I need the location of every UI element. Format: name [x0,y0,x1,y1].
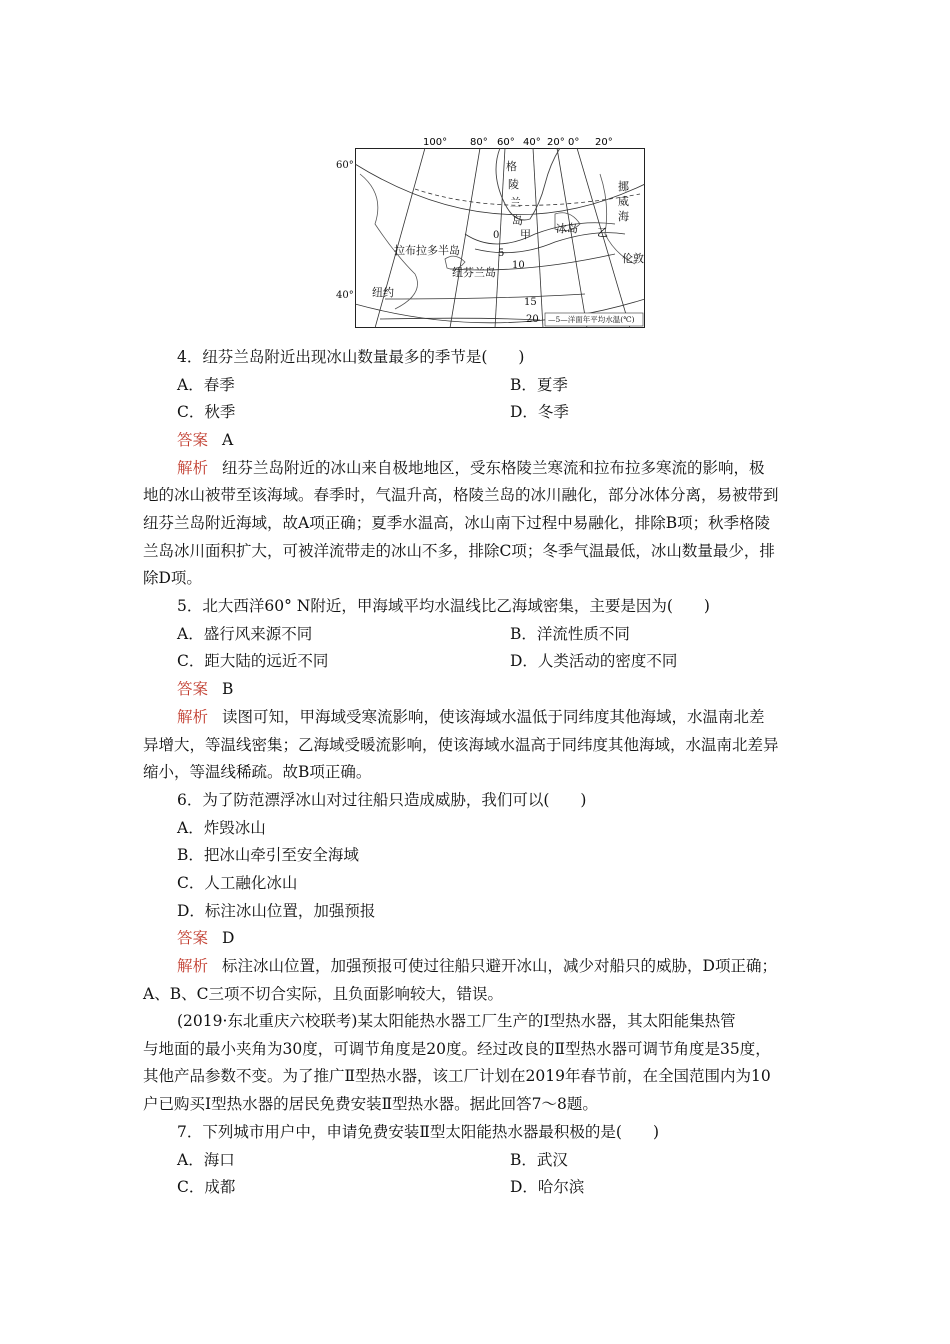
map-label-norway-3: 海 [618,210,629,223]
answer-tag: 答案 [177,431,209,449]
q4-answer [177,427,233,453]
q5-analysis-line: 缩小，等温线稀疏。故B项正确。 [143,763,372,781]
intro-line: 户已购买Ⅰ型热水器的居民免费安装Ⅱ型热水器。据此回答7～8题。 [143,1095,598,1113]
analysis-text: 纽芬兰岛附近的冰山来自极地地区，受东格陵兰寒流和拉布拉多寒流的影响，极 [222,459,765,477]
lon-label: 40° [523,137,541,148]
analysis-text: 读图可知，甲海域受寒流影响，使该海域水温低于同纬度其他海域，水温南北差 [222,708,765,726]
q4-analysis-line: 兰岛冰川面积扩大，可被洋流带走的冰山不多，排除C项；冬季气温最低，冰山数量最少，排 [143,542,775,560]
isotherm-label: 10 [512,260,525,271]
q4-option-c: C．秋季 [177,403,236,421]
map-label-jia: 甲 [520,228,531,241]
q4-analysis-line: 纽芬兰岛附近海域，故A项正确；夏季水温高，冰山南下过程中易融化，排除B项；秋季格陵 [143,514,771,532]
q6-option-a: A．炸毁冰山 [177,819,266,837]
q5-analysis-line: 异增大，等温线密集；乙海域受暖流影响，使该海域水温高于同纬度其他海域，水温南北差异 [143,736,779,754]
q7-stem: 7．下列城市用户中，申请免费安装Ⅱ型太阳能热水器最积极的是( ) [177,1123,659,1141]
q6-answer [177,925,234,951]
q4-stem: 4．纽芬兰岛附近出现冰山数量最多的季节是( ) [177,348,525,366]
q7-option-b: B．武汉 [510,1151,568,1169]
q5-answer [177,676,233,702]
q6-analysis-line: A、B、C三项不切合实际，且负面影响较大，错误。 [143,985,503,1003]
answer-tag: 答案 [177,929,209,947]
answer-value: B [222,680,234,698]
analysis-tag: 解析 [177,957,209,975]
isotherm-label: 15 [524,297,537,308]
lon-label: 80° [470,137,488,148]
q7-option-d: D．哈尔滨 [510,1178,585,1196]
analysis-text: 标注冰山位置，加强预报可使过往船只避开冰山，减少对船只的威胁，D项正确； [222,957,777,975]
map-label-norway-1: 挪 [618,180,629,193]
lon-label: 20° [595,137,613,148]
analysis-tag: 解析 [177,459,209,477]
answer-value: A [222,431,234,449]
q5-option-c: C．距大陆的远近不同 [177,652,329,670]
map-label-norway-2: 威 [618,195,629,208]
answer-tag: 答案 [177,680,209,698]
q5-option-d: D．人类活动的密度不同 [510,652,678,670]
q4-option-a: A．春季 [177,376,235,394]
map-label-newfoundland: 纽芬兰岛 [452,266,496,279]
lon-label: 60° [497,137,515,148]
lat-label-40: 40° [336,290,354,301]
map-label-greenland-3: 兰 [510,196,521,209]
q5-option-a: A．盛行风来源不同 [177,625,313,643]
q6-option-b: B．把冰山牵引至安全海域 [177,846,359,864]
intro-line: (2019·东北重庆六校联考)某太阳能热水器工厂生产的Ⅰ型热水器，其太阳能集热管 [177,1012,736,1030]
lon-label: 20° [547,137,565,148]
q6-option-d: D．标注冰山位置，加强预报 [177,902,376,920]
isotherm-label: 20 [526,314,539,325]
q5-option-b: B．洋流性质不同 [510,625,630,643]
map-label-london: 伦敦 [622,252,644,265]
answer-value: D [222,929,235,947]
q4-analysis-line [177,455,765,481]
intro-line: 其他产品参数不变。为了推广Ⅱ型热水器，该工厂计划在2019年春节前，在全国范围内为10 [143,1067,771,1085]
lon-label: 0° [568,137,580,148]
map-label-greenland-2: 陵 [508,178,519,191]
q4-option-b: B．夏季 [510,376,568,394]
q6-option-c: C．人工融化冰山 [177,874,298,892]
map-legend: —5—洋面年平均水温(℃) [548,315,635,324]
map-label-yi: 乙 [597,226,608,239]
q5-analysis-line [177,704,765,730]
map-label-iceland: 冰岛 [556,222,578,235]
q4-analysis-line: 地的冰山被带至该海域。春季时，气温升高，格陵兰岛的冰川融化，部分冰体分离，易被带到 [143,486,779,504]
map-label-newyork: 纽约 [372,286,394,299]
q7-option-c: C．成都 [177,1178,236,1196]
q6-analysis-line [177,953,777,979]
map-label-greenland-1: 格 [506,160,517,173]
intro-line: 与地面的最小夹角为30度，可调节角度是20度。经过改良的Ⅱ型热水器可调节角度是35度， [143,1040,771,1058]
map-label-greenland-4: 岛 [512,214,523,227]
q6-stem: 6．为了防范漂浮冰山对过往船只造成威胁，我们可以( ) [177,791,587,809]
q4-option-d: D．冬季 [510,403,569,421]
isotherm-label: 5 [498,248,505,259]
analysis-tag: 解析 [177,708,209,726]
lon-label: 100° [423,137,448,148]
q7-option-a: A．海口 [177,1151,235,1169]
q4-analysis-line: 除D项。 [143,569,202,587]
lat-label-60: 60° [336,160,354,171]
map-label-labrador: 拉布拉多半岛 [394,244,460,257]
q5-stem: 5．北大西洋60° N附近，甲海域平均水温线比乙海域密集，主要是因为( ) [177,597,710,615]
isotherm-label: 0 [493,230,500,241]
